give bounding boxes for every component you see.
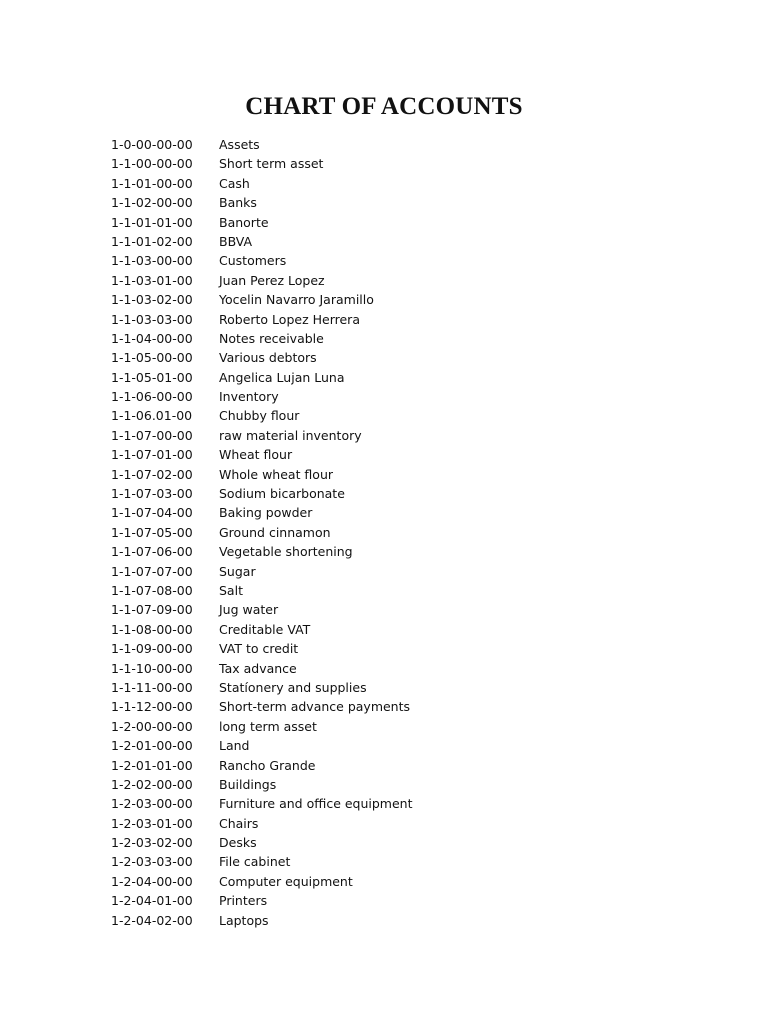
account-code: 1-1-03-02-00 [111,292,193,308]
account-row [111,600,671,619]
page-title: CHART OF ACCOUNTS [245,93,523,120]
account-row [111,775,671,794]
account-row [111,154,671,173]
account-row [111,756,671,775]
account-name: Wheat flour [219,447,293,463]
account-name: Chairs [219,815,259,831]
account-code: 1-1-05-01-00 [111,369,193,385]
account-name: Banorte [219,214,269,230]
account-row [111,368,671,387]
account-code: 1-1-05-00-00 [111,350,193,366]
account-row [111,814,671,833]
account-row [111,271,671,290]
account-row [111,135,671,154]
account-name: long term asset [219,718,317,734]
account-code: 1-2-03-02-00 [111,835,193,851]
account-code: 1-1-07-09-00 [111,602,193,618]
account-name: Sodium bicarbonate [219,486,345,502]
account-name: Banks [219,195,257,211]
account-name: Printers [219,893,268,909]
account-row [111,348,671,367]
account-row [111,562,671,581]
account-name: Land [219,738,250,754]
account-code: 1-1-01-02-00 [111,233,193,249]
account-code: 1-1-04-00-00 [111,330,193,346]
account-code: 1-1-06-00-00 [111,389,193,405]
account-code: 1-1-12-00-00 [111,699,193,715]
account-code: 1-1-07-07-00 [111,563,193,579]
account-name: Salt [219,582,243,598]
account-code: 1-1-07-06-00 [111,544,193,560]
account-row [111,833,671,852]
account-code: 1-2-03-01-00 [111,815,193,831]
account-row [111,193,671,212]
account-row [111,426,671,445]
account-row [111,445,671,464]
account-row [111,697,671,716]
account-code: 1-1-03-00-00 [111,253,193,269]
account-row [111,387,671,406]
account-row [111,794,671,813]
account-row [111,329,671,348]
account-name: Inventory [219,389,279,405]
account-row [111,465,671,484]
account-name: Various debtors [219,350,317,366]
account-code: 1-1-07-02-00 [111,466,193,482]
account-name: Furniture and office equipment [219,796,413,812]
account-code: 1-1-07-01-00 [111,447,193,463]
account-code: 1-1-00-00-00 [111,156,193,172]
account-row [111,620,671,639]
account-code: 1-2-02-00-00 [111,776,193,792]
account-code: 1-2-00-00-00 [111,718,193,734]
account-row [111,503,671,522]
account-name: Whole wheat flour [219,466,334,482]
account-code: 1-2-04-02-00 [111,912,193,928]
account-name: Cash [219,175,250,191]
account-code: 1-1-01-01-00 [111,214,193,230]
account-name: BBVA [219,233,253,249]
account-name: Jug water [219,602,279,618]
account-name: Short term asset [219,156,324,172]
account-row [111,911,671,930]
account-row [111,523,671,542]
account-row [111,542,671,561]
account-row [111,659,671,678]
account-name: Assets [219,137,260,152]
accounts-list [111,135,671,930]
account-code: 1-2-04-00-00 [111,873,193,889]
account-name: Angelica Lujan Luna [219,369,345,385]
account-name: Juan Perez Lopez [219,272,325,288]
account-code: 1-1-03-03-00 [111,311,193,327]
account-row [111,406,671,425]
account-row [111,174,671,193]
account-name: VAT to credit [219,641,299,657]
account-code: 1-1-07-00-00 [111,427,193,443]
account-code: 1-2-01-01-00 [111,757,193,773]
account-name: Desks [219,835,257,851]
account-name: Vegetable shortening [219,544,353,560]
account-name: Sugar [219,563,256,579]
account-code: 1-1-10-00-00 [111,660,193,676]
account-code: 1-0-00-00-00 [111,137,193,152]
account-code: 1-1-07-03-00 [111,486,193,502]
account-name: Notes receivable [219,330,324,346]
account-name: Statíonery and supplies [219,679,367,695]
account-name: Customers [219,253,287,269]
account-name: Creditable VAT [219,621,311,637]
account-code: 1-1-07-05-00 [111,524,193,540]
account-row [111,290,671,309]
account-code: 1-1-01-00-00 [111,175,193,191]
account-row [111,251,671,270]
account-name: Laptops [219,912,269,928]
account-code: 1-1-03-01-00 [111,272,193,288]
account-code: 1-2-04-01-00 [111,893,193,909]
account-code: 1-1-06.01-00 [111,408,193,424]
account-name: Chubby flour [219,408,300,424]
account-code: 1-1-02-00-00 [111,195,193,211]
account-name: Ground cinnamon [219,524,331,540]
account-row [111,678,671,697]
account-code: 1-1-07-08-00 [111,582,193,598]
account-code: 1-1-07-04-00 [111,505,193,521]
account-code: 1-1-09-00-00 [111,641,193,657]
account-name: Roberto Lopez Herrera [219,311,360,327]
account-row [111,891,671,910]
account-row [111,484,671,503]
account-code: 1-1-08-00-00 [111,621,193,637]
account-name: File cabinet [219,854,291,870]
account-row [111,310,671,329]
account-row [111,872,671,891]
account-name: Short-term advance payments [219,699,411,715]
account-name: Buildings [219,776,277,792]
account-row [111,232,671,251]
account-name: Tax advance [219,660,297,676]
account-name: Rancho Grande [219,757,316,773]
account-row [111,639,671,658]
account-name: raw material inventory [219,427,362,443]
account-code: 1-2-01-00-00 [111,738,193,754]
account-name: Yocelin Navarro Jaramillo [219,292,374,308]
account-row [111,852,671,871]
account-row [111,717,671,736]
account-row [111,736,671,755]
account-row [111,213,671,232]
account-row [111,581,671,600]
account-code: 1-1-11-00-00 [111,679,193,695]
account-code: 1-2-03-03-00 [111,854,193,870]
account-name: Baking powder [219,505,313,521]
account-name: Computer equipment [219,873,353,889]
account-code: 1-2-03-00-00 [111,796,193,812]
